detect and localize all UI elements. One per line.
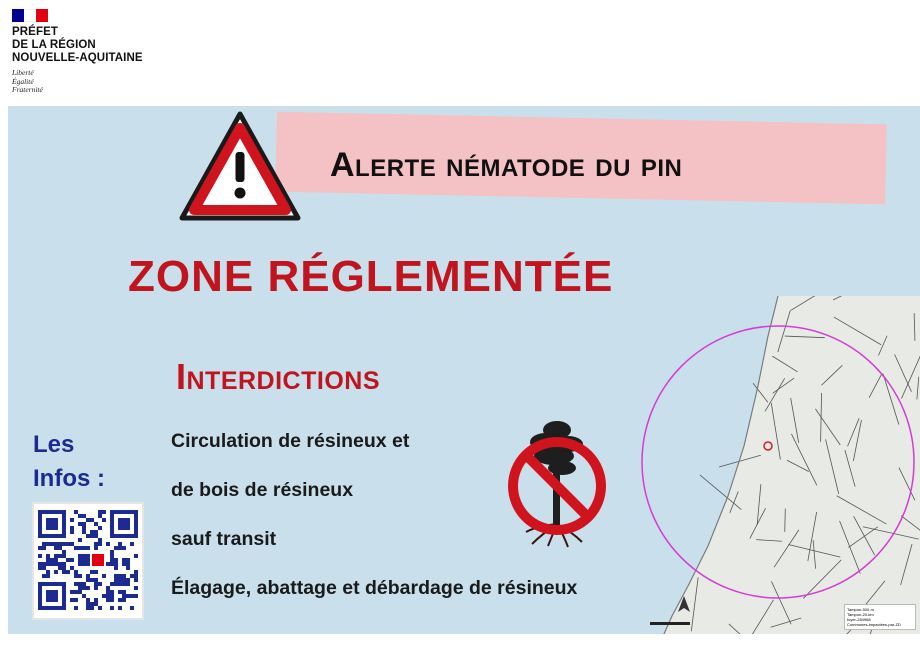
infos-line: Les xyxy=(33,431,75,458)
organization-line: PRÉFET xyxy=(12,26,58,38)
no-pine-tree-icon xyxy=(502,416,612,548)
organization-line: NOUVELLE-AQUITAINE xyxy=(12,52,143,64)
organization-name xyxy=(12,26,143,65)
rule-item: sauf transit xyxy=(171,528,277,550)
legend-item: foyer-284968 xyxy=(847,617,871,622)
infos-line: Infos : xyxy=(33,465,105,492)
alert-poster xyxy=(8,106,920,634)
legend-item: Tampon-500-m xyxy=(847,607,874,612)
map-legend xyxy=(844,604,916,630)
rule-item: Circulation de résineux et xyxy=(171,430,410,452)
interdictions-heading: Interdictions xyxy=(176,356,381,397)
motto-line: Fraternité xyxy=(12,85,43,94)
rule-item: Élagage, abattage et débardage de résineux xyxy=(171,577,578,599)
motto xyxy=(12,69,43,95)
legend-item: Tampon-20-km xyxy=(847,612,874,617)
map-image xyxy=(636,296,920,634)
warning-triangle-icon xyxy=(176,108,304,226)
header xyxy=(0,0,920,106)
motto-line: Liberté xyxy=(12,68,34,77)
main-title: ZONE RÉGLEMENTÉE xyxy=(128,252,614,301)
rule-item: de bois de résineux xyxy=(171,479,354,501)
qr-code[interactable] xyxy=(32,502,144,620)
qr-code-image xyxy=(34,504,142,618)
legend-item: Communes-impactées-par-ZD xyxy=(847,622,901,627)
regulated-zone-map[interactable] xyxy=(636,296,920,634)
banner-title: Alerte nématode du pin xyxy=(330,146,683,184)
organization-line: DE LA RÉGION xyxy=(12,39,96,51)
motto-line: Égalité xyxy=(12,76,34,86)
infos-label xyxy=(33,428,105,496)
marianne-flag-logo xyxy=(12,9,48,22)
